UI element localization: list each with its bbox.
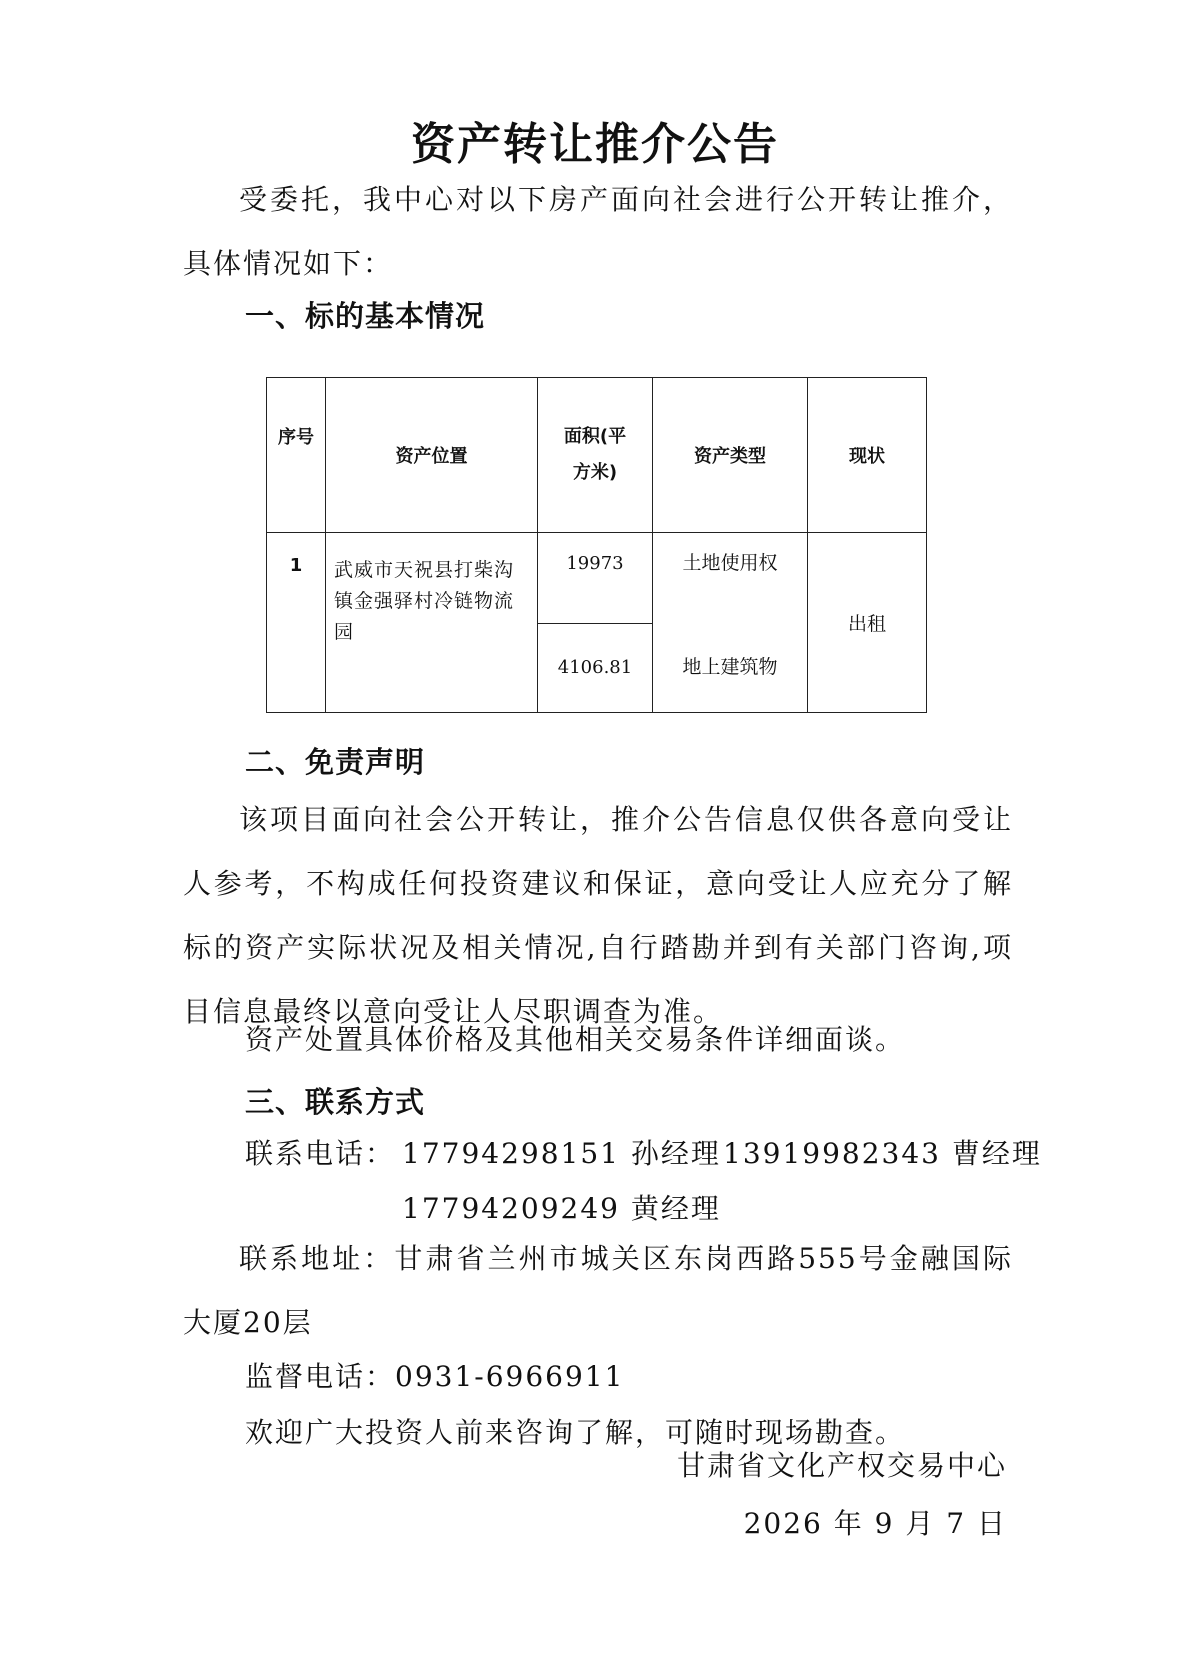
header-status: 现状 <box>808 378 927 533</box>
cell-status: 出租 <box>808 533 927 713</box>
section1-heading: 一、标的基本情况 <box>245 299 486 333</box>
section2-heading: 二、免责声明 <box>245 745 426 779</box>
cell-area-building: 4106.81 <box>538 623 653 713</box>
cell-type <box>653 533 808 713</box>
phone-3: 17794209249 黄经理 <box>402 1192 721 1225</box>
cell-type-building: 地上建筑物 <box>682 656 778 678</box>
cell-seq: 1 <box>267 533 326 713</box>
header-seq: 序号 <box>267 378 326 533</box>
address-paragraph: 联系地址：甘肃省兰州市城关区东岗西路555号金融国际大厦20层 <box>183 1242 1013 1339</box>
phone-2: 13919982343 曹经理 <box>723 1137 1042 1170</box>
header-area-line2: 方米) <box>572 462 618 483</box>
header-area-line1: 面积(平 <box>563 426 627 447</box>
signature-org: 甘肃省文化产权交易中心 <box>676 1449 1007 1482</box>
header-location: 资产位置 <box>326 378 538 533</box>
header-area <box>538 378 653 533</box>
welcome-line: 欢迎广大投资人前来咨询了解，可随时现场勘查。 <box>245 1416 906 1449</box>
asset-table <box>266 377 927 713</box>
section3-heading: 三、联系方式 <box>245 1085 426 1119</box>
table-header-row <box>267 378 927 533</box>
phone-1: 17794298151 孙经理 <box>402 1137 721 1170</box>
cell-type-land: 土地使用权 <box>682 552 778 574</box>
intro-paragraph: 受委托，我中心对以下房产面向社会进行公开转让推介，具体情况如下： <box>183 183 1013 280</box>
cell-area-land: 19973 <box>538 533 653 624</box>
disclaimer-paragraph: 该项目面向社会公开转让，推介公告信息仅供各意向受让人参考，不构成任何投资建议和保证，意向受让人应充分了解标的资产实际状况及相关情况,自行踏勘并到有关部门咨询,项目信息最终以意向受让人尽职调查为准。 <box>183 803 1013 1028</box>
supervision-phone: 监督电话：0931-6966911 <box>245 1360 625 1393</box>
header-type: 资产类型 <box>653 378 808 533</box>
document-title: 资产转让推介公告 <box>411 119 779 170</box>
pricing-note: 资产处置具体价格及其他相关交易条件详细面谈。 <box>245 1023 906 1056</box>
table-row <box>267 533 927 624</box>
signature-date: 2026 年 9 月 7 日 <box>743 1507 1007 1540</box>
phone-label: 联系电话： <box>245 1137 396 1170</box>
cell-location: 武威市天祝县打柴沟镇金强驿村冷链物流园 <box>326 533 538 713</box>
